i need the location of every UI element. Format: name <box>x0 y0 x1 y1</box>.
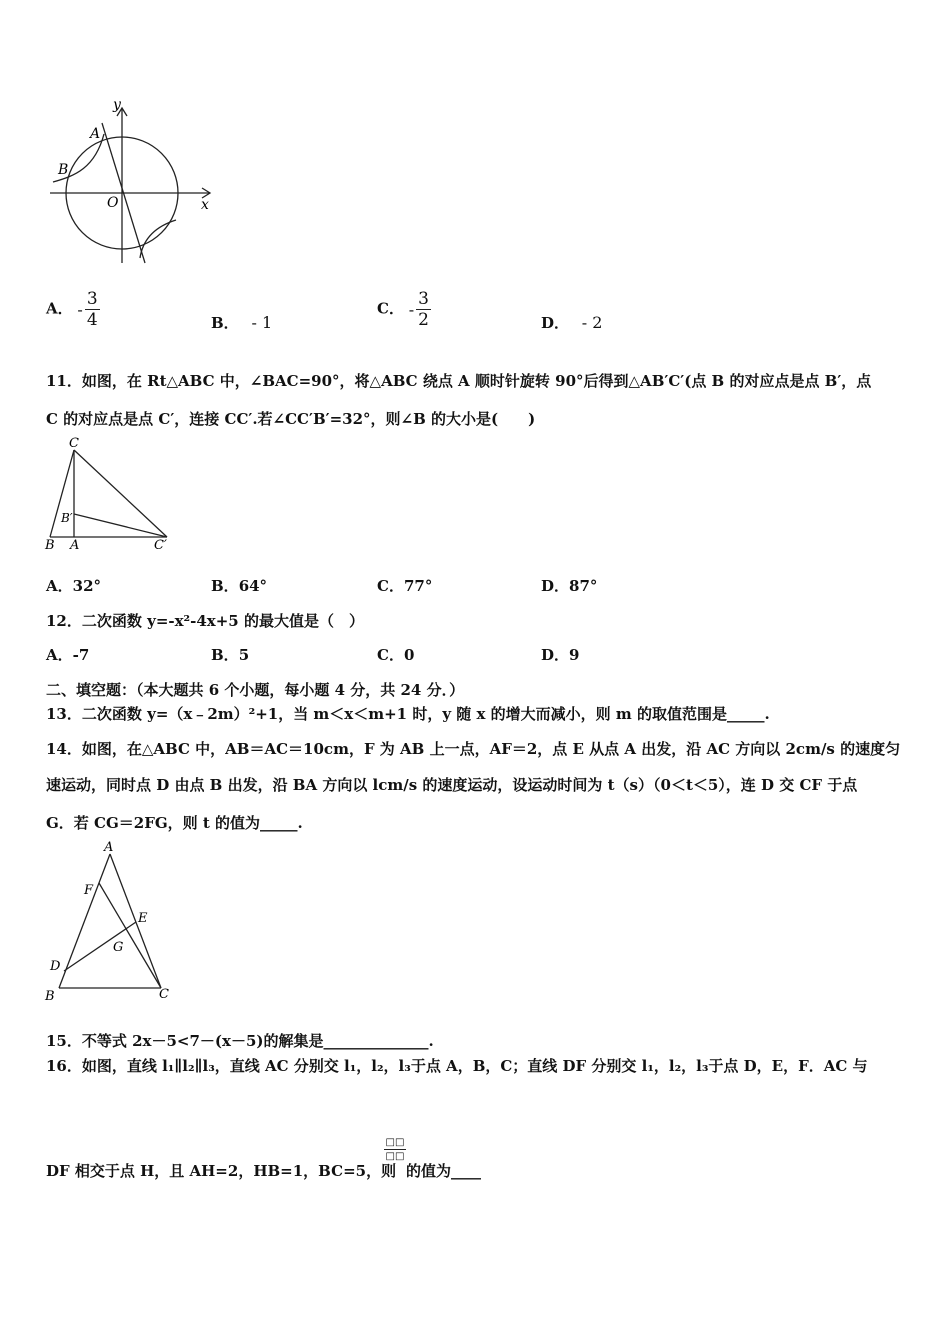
q11-line1: 11．如图，在 Rt△ABC 中，∠BAC=90°，将△ABC 绕点 A 顺时针旋转 90°后得到△AB′C′(点 B 的对应点是点 B′，点 <box>46 372 872 390</box>
section-2-heading: 二、填空题：（本大题共 6 个小题，每小题 4 分，共 24 分．） <box>46 681 465 699</box>
q12-option-d-value: 9 <box>569 646 580 664</box>
q11-option-c-value: 77° <box>403 577 433 595</box>
q11-label-a: A <box>70 538 80 552</box>
q10-figure <box>45 98 225 268</box>
q10-option-a-num: 3 <box>86 289 98 309</box>
q11-option-b <box>211 575 267 596</box>
q16-line2-pre: DF 相交于点 H，且 AH=2，HB=1，BC=5，则 <box>46 1162 397 1180</box>
q12-option-c-letter: C． <box>377 646 404 664</box>
q11-option-d-value: 87° <box>569 577 598 595</box>
q10-option-b <box>211 312 272 333</box>
q12-option-a-letter: A． <box>46 646 73 664</box>
q10-option-c-num: 3 <box>418 289 429 309</box>
q10-label-y: y <box>113 98 121 113</box>
q10-option-c <box>377 289 431 330</box>
q10-option-a-fraction <box>85 289 100 330</box>
q11-option-a-value: 32° <box>72 577 102 595</box>
q11-label-bprime: B′ <box>61 511 73 525</box>
q10-label-x: x <box>201 197 209 213</box>
q10-label-o: O <box>107 195 119 211</box>
q11-option-a-letter: A． <box>46 577 73 595</box>
q11-label-b: B <box>45 538 55 552</box>
q11-figure <box>42 436 182 552</box>
q12-option-b <box>211 644 249 665</box>
q11-label-c: C <box>69 436 79 451</box>
q10-label-b: B <box>58 162 69 178</box>
q14-line3: G．若 CG＝2FG，则 t 的值为_____. <box>46 814 303 832</box>
q16-fraction-den: □□ <box>385 1151 405 1162</box>
q14-line1: 14．如图，在△ABC 中，AB＝AC＝10cm，F 为 AB 上一点，AF＝2，点 E 从点 A 出发，沿 AC 方向以 2cm/s 的速度匀 <box>46 740 901 758</box>
q10-option-c-fraction <box>416 289 431 330</box>
q10-option-a-den: 4 <box>86 310 98 330</box>
q11-option-c-letter: C． <box>377 577 404 595</box>
q14-figure <box>42 838 182 1006</box>
q11-option-a <box>46 575 101 596</box>
q14-label-f: F <box>84 883 94 898</box>
q10-option-c-sign: - <box>408 300 415 319</box>
q12-text: 12．二次函数 y=-x²-4x+5 的最大值是（ ） <box>46 612 364 630</box>
q12-option-a-value: -7 <box>72 646 90 664</box>
q10-option-a <box>46 289 100 330</box>
q15-text: 15．不等式 2x－5<7－(x－5)的解集是______________. <box>46 1032 434 1050</box>
q12-option-b-letter: B． <box>211 646 239 664</box>
q10-option-a-letter: A． <box>46 299 73 318</box>
q10-option-a-sign: - <box>77 300 83 319</box>
q11-option-d-letter: D． <box>541 577 570 595</box>
q11-option-b-letter: B． <box>211 577 239 595</box>
q16-line2-post: 的值为____ <box>406 1162 482 1180</box>
q12-option-c-value: 0 <box>403 646 415 664</box>
q14-label-d: D <box>50 959 61 974</box>
q12-option-d <box>541 644 579 665</box>
q11-option-b-value: 64° <box>238 577 268 595</box>
q12-option-b-value: 5 <box>238 646 250 664</box>
q14-label-g: G <box>113 940 124 955</box>
q10-option-c-letter: C． <box>377 299 404 318</box>
q11-label-cprime: C′ <box>154 538 167 552</box>
q10-option-b-letter: B． <box>211 314 239 332</box>
q11-line2: C 的对应点是点 C′，连接 CC′.若∠CC′B′=32°，则∠B 的大小是( ) <box>46 410 536 428</box>
q14-line2: 速运动，同时点 D 由点 B 出发，沿 BA 方向以 lcm/s 的速度运动，设运动时间为 t（s）（0＜t＜5），连 D 交 CF 于点 <box>46 776 858 794</box>
q11-option-c <box>377 575 432 596</box>
q10-option-d <box>541 312 602 333</box>
q16-fraction-num: □□ <box>385 1137 405 1148</box>
q12-option-a <box>46 644 89 665</box>
q14-label-e: E <box>138 911 148 926</box>
q16-fraction <box>384 1136 406 1163</box>
q14-label-b: B <box>45 989 55 1004</box>
q13-text: 13．二次函数 y=（x﹣2m）²+1，当 m＜x＜m+1 时，y 随 x 的增大而减小，则 m 的取值范围是_____. <box>46 705 770 723</box>
q10-label-a: A <box>90 126 101 142</box>
q12-option-d-letter: D． <box>541 646 570 664</box>
q16-line1: 16．如图，直线 l₁∥l₂∥l₃，直线 AC 分别交 l₁，l₂，l₃于点 A，B，C；直线 DF 分别交 l₁，l₂，l₃于点 D，E，F．AC 与 <box>46 1057 868 1075</box>
q10-option-d-value: - 2 <box>581 313 603 332</box>
q14-label-a: A <box>104 840 114 855</box>
q11-option-d <box>541 575 597 596</box>
q16-line2 <box>46 1160 396 1181</box>
q10-option-c-den: 2 <box>418 310 429 330</box>
q12-option-c <box>377 644 414 665</box>
q14-label-c: C <box>159 987 169 1002</box>
q10-option-b-value: - 1 <box>251 313 273 332</box>
q10-option-d-letter: D． <box>541 314 570 332</box>
